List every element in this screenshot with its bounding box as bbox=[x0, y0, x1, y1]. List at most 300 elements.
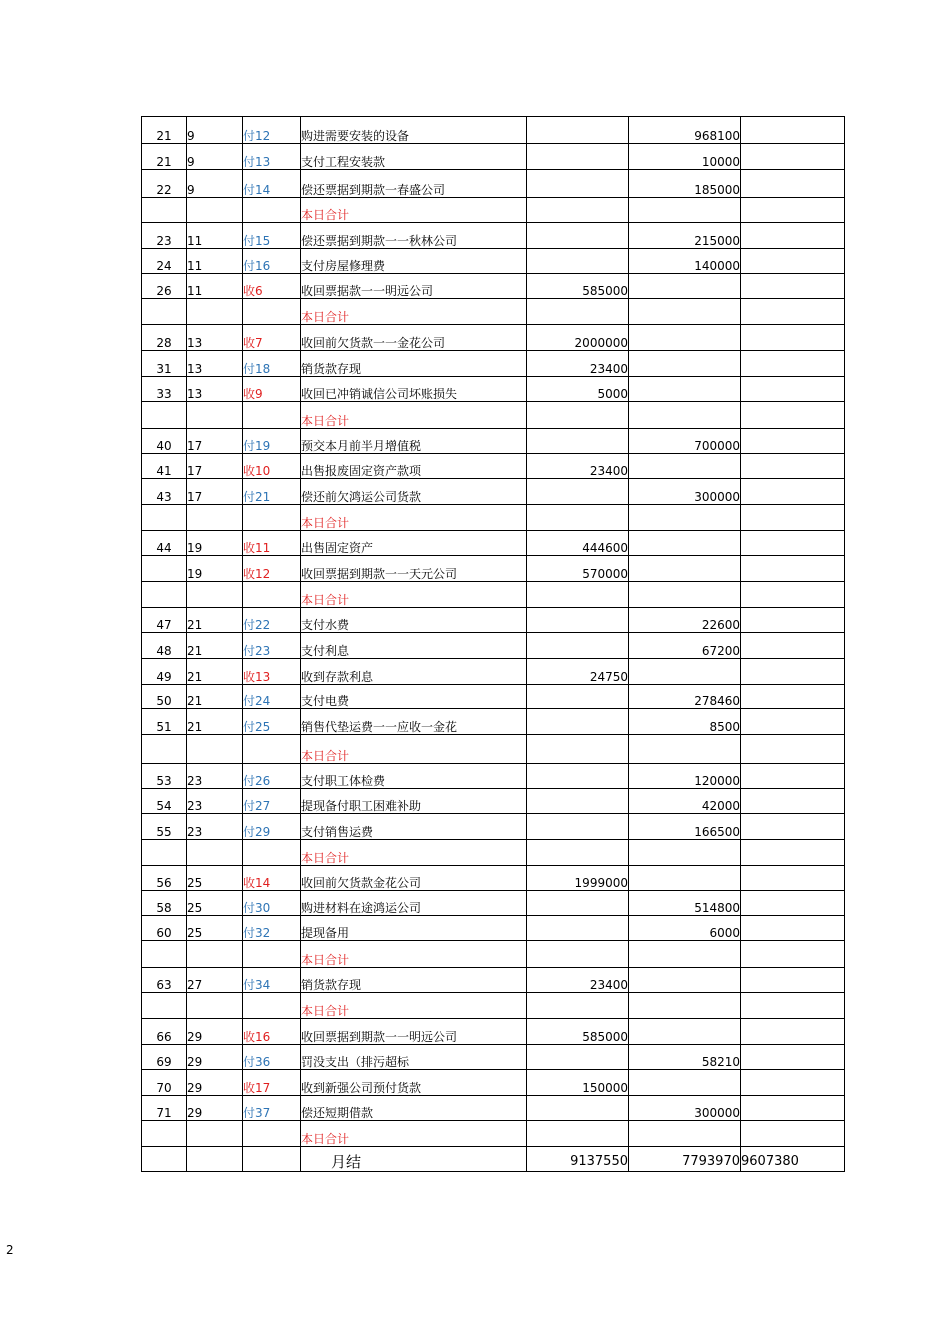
credit-cell: 42000 bbox=[629, 789, 741, 814]
description-cell: 本日合计 bbox=[301, 993, 527, 1019]
day-cell bbox=[187, 1121, 243, 1147]
credit-cell bbox=[629, 582, 741, 608]
voucher-cell: 付32 bbox=[243, 916, 301, 941]
table-row bbox=[142, 608, 845, 633]
voucher-cell: 收12 bbox=[243, 556, 301, 582]
description-cell: 本日合计 bbox=[301, 1121, 527, 1147]
credit-cell: 185000 bbox=[629, 170, 741, 198]
entry-number-cell bbox=[142, 735, 187, 764]
entry-number-cell bbox=[142, 840, 187, 866]
voucher-cell: 付27 bbox=[243, 789, 301, 814]
table-row bbox=[142, 685, 845, 709]
table-body bbox=[142, 117, 845, 1172]
debit-cell bbox=[527, 505, 629, 531]
description-cell: 本日合计 bbox=[301, 198, 527, 223]
table-row bbox=[142, 556, 845, 582]
day-cell bbox=[187, 505, 243, 531]
description-cell: 提现备付职工困难补助 bbox=[301, 789, 527, 814]
entry-number-cell: 40 bbox=[142, 429, 187, 454]
balance-cell bbox=[741, 556, 845, 582]
table-row bbox=[142, 814, 845, 840]
day-cell: 9 bbox=[187, 144, 243, 170]
description-cell: 支付工程安装款 bbox=[301, 144, 527, 170]
day-cell bbox=[187, 840, 243, 866]
entry-number-cell: 66 bbox=[142, 1019, 187, 1045]
day-cell: 29 bbox=[187, 1019, 243, 1045]
credit-cell bbox=[629, 556, 741, 582]
balance-cell bbox=[741, 505, 845, 531]
credit-cell bbox=[629, 993, 741, 1019]
day-cell: 21 bbox=[187, 608, 243, 633]
day-cell: 25 bbox=[187, 891, 243, 916]
entry-number-cell: 55 bbox=[142, 814, 187, 840]
debit-cell bbox=[527, 685, 629, 709]
entry-number-cell bbox=[142, 1147, 187, 1172]
balance-cell bbox=[741, 144, 845, 170]
credit-cell: 968100 bbox=[629, 117, 741, 144]
debit-cell bbox=[527, 1096, 629, 1121]
voucher-cell: 付18 bbox=[243, 351, 301, 377]
balance-cell bbox=[741, 198, 845, 223]
day-cell: 25 bbox=[187, 916, 243, 941]
entry-number-cell: 24 bbox=[142, 249, 187, 274]
description-cell: 收回票据到期款一一明远公司 bbox=[301, 1019, 527, 1045]
table-row bbox=[142, 377, 845, 402]
entry-number-cell: 23 bbox=[142, 223, 187, 249]
credit-cell bbox=[629, 299, 741, 325]
table-row bbox=[142, 1096, 845, 1121]
table-row bbox=[142, 659, 845, 685]
table-row bbox=[142, 1045, 845, 1070]
debit-cell: 23400 bbox=[527, 351, 629, 377]
debit-cell bbox=[527, 891, 629, 916]
description-cell: 支付销售运费 bbox=[301, 814, 527, 840]
voucher-cell: 付34 bbox=[243, 968, 301, 993]
balance-cell bbox=[741, 789, 845, 814]
entry-number-cell: 26 bbox=[142, 274, 187, 299]
description-cell: 支付水费 bbox=[301, 608, 527, 633]
voucher-cell bbox=[243, 941, 301, 968]
balance-cell bbox=[741, 531, 845, 556]
debit-cell: 24750 bbox=[527, 659, 629, 685]
description-cell: 收回已冲销诚信公司坏账损失 bbox=[301, 377, 527, 402]
table-row bbox=[142, 531, 845, 556]
day-cell: 27 bbox=[187, 968, 243, 993]
debit-cell: 444600 bbox=[527, 531, 629, 556]
voucher-cell bbox=[243, 1121, 301, 1147]
voucher-cell bbox=[243, 299, 301, 325]
credit-cell: 10000 bbox=[629, 144, 741, 170]
day-cell: 23 bbox=[187, 814, 243, 840]
description-cell: 提现备用 bbox=[301, 916, 527, 941]
credit-cell bbox=[629, 1019, 741, 1045]
day-cell: 11 bbox=[187, 274, 243, 299]
balance-cell bbox=[741, 582, 845, 608]
credit-cell bbox=[629, 274, 741, 299]
description-cell: 偿还票据到期款一春盛公司 bbox=[301, 170, 527, 198]
balance-cell bbox=[741, 709, 845, 735]
description-cell: 收回前欠货款一一金花公司 bbox=[301, 325, 527, 351]
table-row bbox=[142, 117, 845, 144]
table-row bbox=[142, 454, 845, 479]
description-cell: 销货款存现 bbox=[301, 351, 527, 377]
entry-number-cell: 48 bbox=[142, 633, 187, 659]
table-row bbox=[142, 968, 845, 993]
balance-cell bbox=[741, 402, 845, 429]
voucher-cell bbox=[243, 505, 301, 531]
voucher-cell: 付30 bbox=[243, 891, 301, 916]
entry-number-cell: 33 bbox=[142, 377, 187, 402]
voucher-cell: 收16 bbox=[243, 1019, 301, 1045]
entry-number-cell: 21 bbox=[142, 144, 187, 170]
voucher-cell: 付21 bbox=[243, 479, 301, 505]
balance-cell bbox=[741, 840, 845, 866]
debit-cell bbox=[527, 582, 629, 608]
balance-cell bbox=[741, 274, 845, 299]
debit-cell bbox=[527, 916, 629, 941]
credit-cell bbox=[629, 531, 741, 556]
table-row bbox=[142, 1019, 845, 1045]
day-cell bbox=[187, 993, 243, 1019]
day-cell: 19 bbox=[187, 531, 243, 556]
entry-number-cell: 31 bbox=[142, 351, 187, 377]
balance-cell bbox=[741, 735, 845, 764]
credit-cell bbox=[629, 505, 741, 531]
voucher-cell: 收14 bbox=[243, 866, 301, 891]
daily-subtotal-row bbox=[142, 735, 845, 764]
entry-number-cell: 70 bbox=[142, 1070, 187, 1096]
month-total-row bbox=[142, 1147, 845, 1172]
entry-number-cell bbox=[142, 1121, 187, 1147]
day-cell: 11 bbox=[187, 249, 243, 274]
credit-cell: 8500 bbox=[629, 709, 741, 735]
credit-cell: 120000 bbox=[629, 764, 741, 789]
table-row bbox=[142, 916, 845, 941]
entry-number-cell bbox=[142, 941, 187, 968]
debit-cell bbox=[527, 1121, 629, 1147]
credit-cell bbox=[629, 659, 741, 685]
voucher-cell: 付16 bbox=[243, 249, 301, 274]
entry-number-cell: 47 bbox=[142, 608, 187, 633]
entry-number-cell bbox=[142, 505, 187, 531]
balance-cell bbox=[741, 377, 845, 402]
debit-cell: 9137550 bbox=[527, 1147, 629, 1172]
voucher-cell bbox=[243, 840, 301, 866]
credit-cell: 514800 bbox=[629, 891, 741, 916]
credit-cell: 22600 bbox=[629, 608, 741, 633]
entry-number-cell: 56 bbox=[142, 866, 187, 891]
entry-number-cell bbox=[142, 299, 187, 325]
table-row bbox=[142, 1070, 845, 1096]
entry-number-cell: 21 bbox=[142, 117, 187, 144]
voucher-cell bbox=[243, 1147, 301, 1172]
debit-cell bbox=[527, 941, 629, 968]
credit-cell bbox=[629, 968, 741, 993]
voucher-cell: 收13 bbox=[243, 659, 301, 685]
debit-cell bbox=[527, 144, 629, 170]
credit-cell: 6000 bbox=[629, 916, 741, 941]
day-cell bbox=[187, 941, 243, 968]
description-cell: 本日合计 bbox=[301, 735, 527, 764]
entry-number-cell bbox=[142, 198, 187, 223]
day-cell: 13 bbox=[187, 377, 243, 402]
day-cell bbox=[187, 198, 243, 223]
entry-number-cell: 49 bbox=[142, 659, 187, 685]
credit-cell bbox=[629, 1070, 741, 1096]
credit-cell bbox=[629, 377, 741, 402]
debit-cell bbox=[527, 429, 629, 454]
day-cell: 9 bbox=[187, 170, 243, 198]
credit-cell bbox=[629, 325, 741, 351]
debit-cell: 1999000 bbox=[527, 866, 629, 891]
description-cell: 偿还短期借款 bbox=[301, 1096, 527, 1121]
credit-cell: 140000 bbox=[629, 249, 741, 274]
credit-cell: 7793970 bbox=[629, 1147, 741, 1172]
day-cell: 29 bbox=[187, 1070, 243, 1096]
voucher-cell bbox=[243, 582, 301, 608]
credit-cell: 67200 bbox=[629, 633, 741, 659]
table-row bbox=[142, 479, 845, 505]
voucher-cell: 收6 bbox=[243, 274, 301, 299]
table-row bbox=[142, 223, 845, 249]
day-cell: 21 bbox=[187, 659, 243, 685]
description-cell: 支付利息 bbox=[301, 633, 527, 659]
debit-cell bbox=[527, 223, 629, 249]
voucher-cell: 付14 bbox=[243, 170, 301, 198]
description-cell: 销货款存现 bbox=[301, 968, 527, 993]
balance-cell bbox=[741, 351, 845, 377]
balance-cell bbox=[741, 916, 845, 941]
balance-cell bbox=[741, 1070, 845, 1096]
daily-subtotal-row bbox=[142, 840, 845, 866]
description-cell: 销售代垫运费一一应收一金花 bbox=[301, 709, 527, 735]
balance-cell bbox=[741, 764, 845, 789]
daily-subtotal-row bbox=[142, 198, 845, 223]
day-cell: 17 bbox=[187, 479, 243, 505]
day-cell: 13 bbox=[187, 325, 243, 351]
table-row bbox=[142, 764, 845, 789]
debit-cell: 585000 bbox=[527, 274, 629, 299]
voucher-cell: 收10 bbox=[243, 454, 301, 479]
day-cell bbox=[187, 1147, 243, 1172]
debit-cell bbox=[527, 198, 629, 223]
day-cell: 9 bbox=[187, 117, 243, 144]
entry-number-cell: 28 bbox=[142, 325, 187, 351]
day-cell: 21 bbox=[187, 633, 243, 659]
day-cell bbox=[187, 735, 243, 764]
daily-subtotal-row bbox=[142, 993, 845, 1019]
entry-number-cell: 51 bbox=[142, 709, 187, 735]
debit-cell bbox=[527, 735, 629, 764]
day-cell: 19 bbox=[187, 556, 243, 582]
voucher-cell: 付36 bbox=[243, 1045, 301, 1070]
description-cell: 本日合计 bbox=[301, 505, 527, 531]
day-cell: 23 bbox=[187, 764, 243, 789]
balance-cell bbox=[741, 429, 845, 454]
balance-cell: 9607380 bbox=[741, 1147, 845, 1172]
voucher-cell: 付24 bbox=[243, 685, 301, 709]
daily-subtotal-row bbox=[142, 505, 845, 531]
debit-cell: 570000 bbox=[527, 556, 629, 582]
balance-cell bbox=[741, 249, 845, 274]
balance-cell bbox=[741, 479, 845, 505]
debit-cell bbox=[527, 1045, 629, 1070]
cash-journal-table bbox=[141, 116, 845, 1172]
description-cell: 本日合计 bbox=[301, 402, 527, 429]
entry-number-cell: 50 bbox=[142, 685, 187, 709]
balance-cell bbox=[741, 814, 845, 840]
credit-cell bbox=[629, 735, 741, 764]
day-cell: 29 bbox=[187, 1096, 243, 1121]
day-cell bbox=[187, 299, 243, 325]
balance-cell bbox=[741, 968, 845, 993]
credit-cell bbox=[629, 941, 741, 968]
debit-cell: 150000 bbox=[527, 1070, 629, 1096]
entry-number-cell: 60 bbox=[142, 916, 187, 941]
daily-subtotal-row bbox=[142, 582, 845, 608]
entry-number-cell bbox=[142, 582, 187, 608]
description-cell: 收到新强公司预付货款 bbox=[301, 1070, 527, 1096]
balance-cell bbox=[741, 941, 845, 968]
description-cell: 收回票据到期款一一天元公司 bbox=[301, 556, 527, 582]
description-cell: 支付电费 bbox=[301, 685, 527, 709]
balance-cell bbox=[741, 1045, 845, 1070]
voucher-cell: 付37 bbox=[243, 1096, 301, 1121]
day-cell: 23 bbox=[187, 789, 243, 814]
description-cell: 偿还前欠鸿运公司货款 bbox=[301, 479, 527, 505]
entry-number-cell: 69 bbox=[142, 1045, 187, 1070]
voucher-cell: 付23 bbox=[243, 633, 301, 659]
credit-cell bbox=[629, 866, 741, 891]
entry-number-cell bbox=[142, 556, 187, 582]
debit-cell: 585000 bbox=[527, 1019, 629, 1045]
balance-cell bbox=[741, 993, 845, 1019]
credit-cell: 300000 bbox=[629, 1096, 741, 1121]
day-cell: 17 bbox=[187, 454, 243, 479]
table-row bbox=[142, 429, 845, 454]
balance-cell bbox=[741, 891, 845, 916]
balance-cell bbox=[741, 454, 845, 479]
debit-cell bbox=[527, 170, 629, 198]
table-row bbox=[142, 891, 845, 916]
credit-cell: 278460 bbox=[629, 685, 741, 709]
balance-cell bbox=[741, 866, 845, 891]
debit-cell bbox=[527, 249, 629, 274]
debit-cell: 23400 bbox=[527, 454, 629, 479]
table-row bbox=[142, 274, 845, 299]
entry-number-cell bbox=[142, 993, 187, 1019]
day-cell: 25 bbox=[187, 866, 243, 891]
voucher-cell: 收17 bbox=[243, 1070, 301, 1096]
credit-cell: 58210 bbox=[629, 1045, 741, 1070]
description-cell: 出售固定资产 bbox=[301, 531, 527, 556]
daily-subtotal-row bbox=[142, 941, 845, 968]
description-cell: 本日合计 bbox=[301, 941, 527, 968]
balance-cell bbox=[741, 1121, 845, 1147]
debit-cell bbox=[527, 840, 629, 866]
entry-number-cell: 63 bbox=[142, 968, 187, 993]
day-cell bbox=[187, 582, 243, 608]
voucher-cell: 收9 bbox=[243, 377, 301, 402]
credit-cell bbox=[629, 840, 741, 866]
voucher-cell: 付26 bbox=[243, 764, 301, 789]
table-row bbox=[142, 351, 845, 377]
entry-number-cell: 43 bbox=[142, 479, 187, 505]
description-cell: 罚没支出（排污超标 bbox=[301, 1045, 527, 1070]
debit-cell bbox=[527, 709, 629, 735]
entry-number-cell: 22 bbox=[142, 170, 187, 198]
table-row bbox=[142, 325, 845, 351]
daily-subtotal-row bbox=[142, 402, 845, 429]
voucher-cell: 收7 bbox=[243, 325, 301, 351]
balance-cell bbox=[741, 325, 845, 351]
debit-cell bbox=[527, 633, 629, 659]
table-row bbox=[142, 633, 845, 659]
debit-cell: 2000000 bbox=[527, 325, 629, 351]
balance-cell bbox=[741, 223, 845, 249]
description-cell: 出售报废固定资产款项 bbox=[301, 454, 527, 479]
credit-cell bbox=[629, 454, 741, 479]
debit-cell bbox=[527, 993, 629, 1019]
debit-cell: 5000 bbox=[527, 377, 629, 402]
voucher-cell: 付22 bbox=[243, 608, 301, 633]
voucher-cell bbox=[243, 402, 301, 429]
voucher-cell: 付15 bbox=[243, 223, 301, 249]
credit-cell: 166500 bbox=[629, 814, 741, 840]
voucher-cell: 付25 bbox=[243, 709, 301, 735]
day-cell: 21 bbox=[187, 685, 243, 709]
debit-cell bbox=[527, 764, 629, 789]
day-cell: 21 bbox=[187, 709, 243, 735]
debit-cell: 23400 bbox=[527, 968, 629, 993]
page-number: 2 bbox=[6, 1243, 14, 1257]
balance-cell bbox=[741, 659, 845, 685]
entry-number-cell: 53 bbox=[142, 764, 187, 789]
debit-cell bbox=[527, 402, 629, 429]
table-row bbox=[142, 709, 845, 735]
voucher-cell bbox=[243, 735, 301, 764]
description-cell: 本日合计 bbox=[301, 299, 527, 325]
balance-cell bbox=[741, 117, 845, 144]
balance-cell bbox=[741, 633, 845, 659]
entry-number-cell: 71 bbox=[142, 1096, 187, 1121]
description-cell: 收回票据款一一明远公司 bbox=[301, 274, 527, 299]
voucher-cell: 付12 bbox=[243, 117, 301, 144]
balance-cell bbox=[741, 608, 845, 633]
entry-number-cell: 44 bbox=[142, 531, 187, 556]
description-cell: 支付职工体检费 bbox=[301, 764, 527, 789]
description-cell: 本日合计 bbox=[301, 840, 527, 866]
balance-cell bbox=[741, 685, 845, 709]
credit-cell: 700000 bbox=[629, 429, 741, 454]
voucher-cell: 付29 bbox=[243, 814, 301, 840]
description-cell: 本日合计 bbox=[301, 582, 527, 608]
debit-cell bbox=[527, 789, 629, 814]
credit-cell: 215000 bbox=[629, 223, 741, 249]
description-cell: 收到存款利息 bbox=[301, 659, 527, 685]
table-row bbox=[142, 866, 845, 891]
table-row bbox=[142, 170, 845, 198]
description-cell: 购进需要安装的设备 bbox=[301, 117, 527, 144]
balance-cell bbox=[741, 170, 845, 198]
table-row bbox=[142, 249, 845, 274]
entry-number-cell: 54 bbox=[142, 789, 187, 814]
balance-cell bbox=[741, 1096, 845, 1121]
day-cell: 11 bbox=[187, 223, 243, 249]
day-cell bbox=[187, 402, 243, 429]
day-cell: 17 bbox=[187, 429, 243, 454]
debit-cell bbox=[527, 117, 629, 144]
